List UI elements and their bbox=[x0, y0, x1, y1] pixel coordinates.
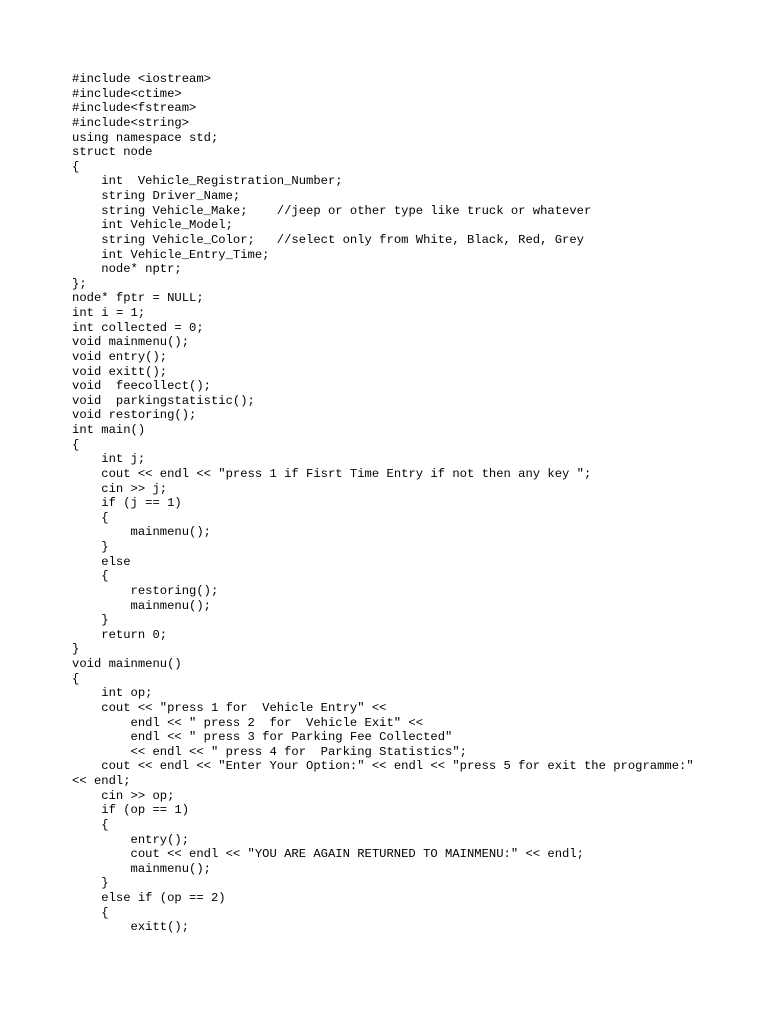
code-line: entry(); bbox=[72, 832, 190, 847]
code-line: int op; bbox=[72, 686, 153, 701]
code-line: string Driver_Name; bbox=[72, 189, 241, 203]
code-line: restoring(); bbox=[72, 583, 219, 598]
code-line: { bbox=[72, 905, 109, 920]
code-line: int j; bbox=[72, 452, 146, 467]
code-line: if (j == 1) bbox=[72, 496, 182, 511]
code-line: endl << " press 2 for Vehicle Exit" << bbox=[72, 715, 424, 730]
code-line: cin >> op; bbox=[72, 788, 175, 803]
code-line: cout << endl << "Enter Your Option:" << endl << "press 5 for exit the programme:" << endl; bbox=[72, 759, 702, 788]
code-line: void restoring(); bbox=[72, 408, 197, 423]
code-line: #include<ctime> bbox=[72, 86, 182, 101]
code-line: { bbox=[72, 569, 109, 584]
code-line: } bbox=[72, 642, 80, 657]
code-line: int Vehicle_Model; bbox=[72, 218, 233, 233]
code-line: { bbox=[72, 671, 80, 686]
source-code-block bbox=[72, 72, 712, 935]
code-line: #include <iostream> bbox=[72, 72, 211, 86]
code-line: #include<string> bbox=[72, 115, 190, 130]
code-line: }; bbox=[72, 276, 87, 291]
code-line: mainmenu(); bbox=[72, 861, 211, 876]
code-line: mainmenu(); bbox=[72, 598, 211, 613]
code-line: return 0; bbox=[72, 627, 168, 642]
code-line: mainmenu(); bbox=[72, 525, 211, 540]
code-line: cout << "press 1 for Vehicle Entry" << bbox=[72, 700, 387, 715]
code-line: else if (op == 2) bbox=[72, 891, 226, 905]
code-line: string Vehicle_Color; //select only from White, Black, Red, Grey bbox=[72, 232, 584, 247]
code-line: void mainmenu(); bbox=[72, 335, 190, 350]
code-line: else bbox=[72, 554, 131, 569]
code-line: node* fptr = NULL; bbox=[72, 291, 204, 306]
code-line: #include<fstream> bbox=[72, 101, 197, 116]
code-line: void mainmenu() bbox=[72, 657, 182, 671]
code-line: void parkingstatistic(); bbox=[72, 393, 255, 408]
code-line: if (op == 1) bbox=[72, 803, 190, 818]
code-line: void exitt(); bbox=[72, 364, 168, 379]
code-line: exitt(); bbox=[72, 920, 190, 935]
code-line: { bbox=[72, 817, 109, 832]
code-line: void feecollect(); bbox=[72, 379, 211, 394]
code-line: endl << " press 3 for Parking Fee Collected" bbox=[72, 730, 453, 745]
code-line: << endl << " press 4 for Parking Statistics"; bbox=[72, 744, 467, 759]
code-line: node* nptr; bbox=[72, 262, 182, 277]
code-line: cout << endl << "YOU ARE AGAIN RETURNED TO MAINMENU:" << endl; bbox=[72, 847, 584, 862]
code-line: { bbox=[72, 510, 109, 525]
code-line: { bbox=[72, 437, 80, 452]
code-line: using namespace std; bbox=[72, 130, 219, 145]
code-line: } bbox=[72, 540, 109, 554]
code-line: struct node bbox=[72, 145, 153, 160]
code-line: void entry(); bbox=[72, 349, 168, 364]
code-line: cout << endl << "press 1 if Fisrt Time Entry if not then any key "; bbox=[72, 466, 592, 481]
code-line: } bbox=[72, 613, 109, 628]
code-line: string Vehicle_Make; //jeep or other type like truck or whatever bbox=[72, 203, 592, 218]
code-line: int main() bbox=[72, 423, 146, 437]
code-line: cin >> j; bbox=[72, 481, 168, 496]
code-line: } bbox=[72, 876, 109, 891]
code-line: int Vehicle_Entry_Time; bbox=[72, 247, 270, 262]
code-line: int Vehicle_Registration_Number; bbox=[72, 174, 343, 189]
code-line: int i = 1; bbox=[72, 306, 146, 320]
code-line: { bbox=[72, 159, 80, 174]
code-line: int collected = 0; bbox=[72, 320, 204, 335]
